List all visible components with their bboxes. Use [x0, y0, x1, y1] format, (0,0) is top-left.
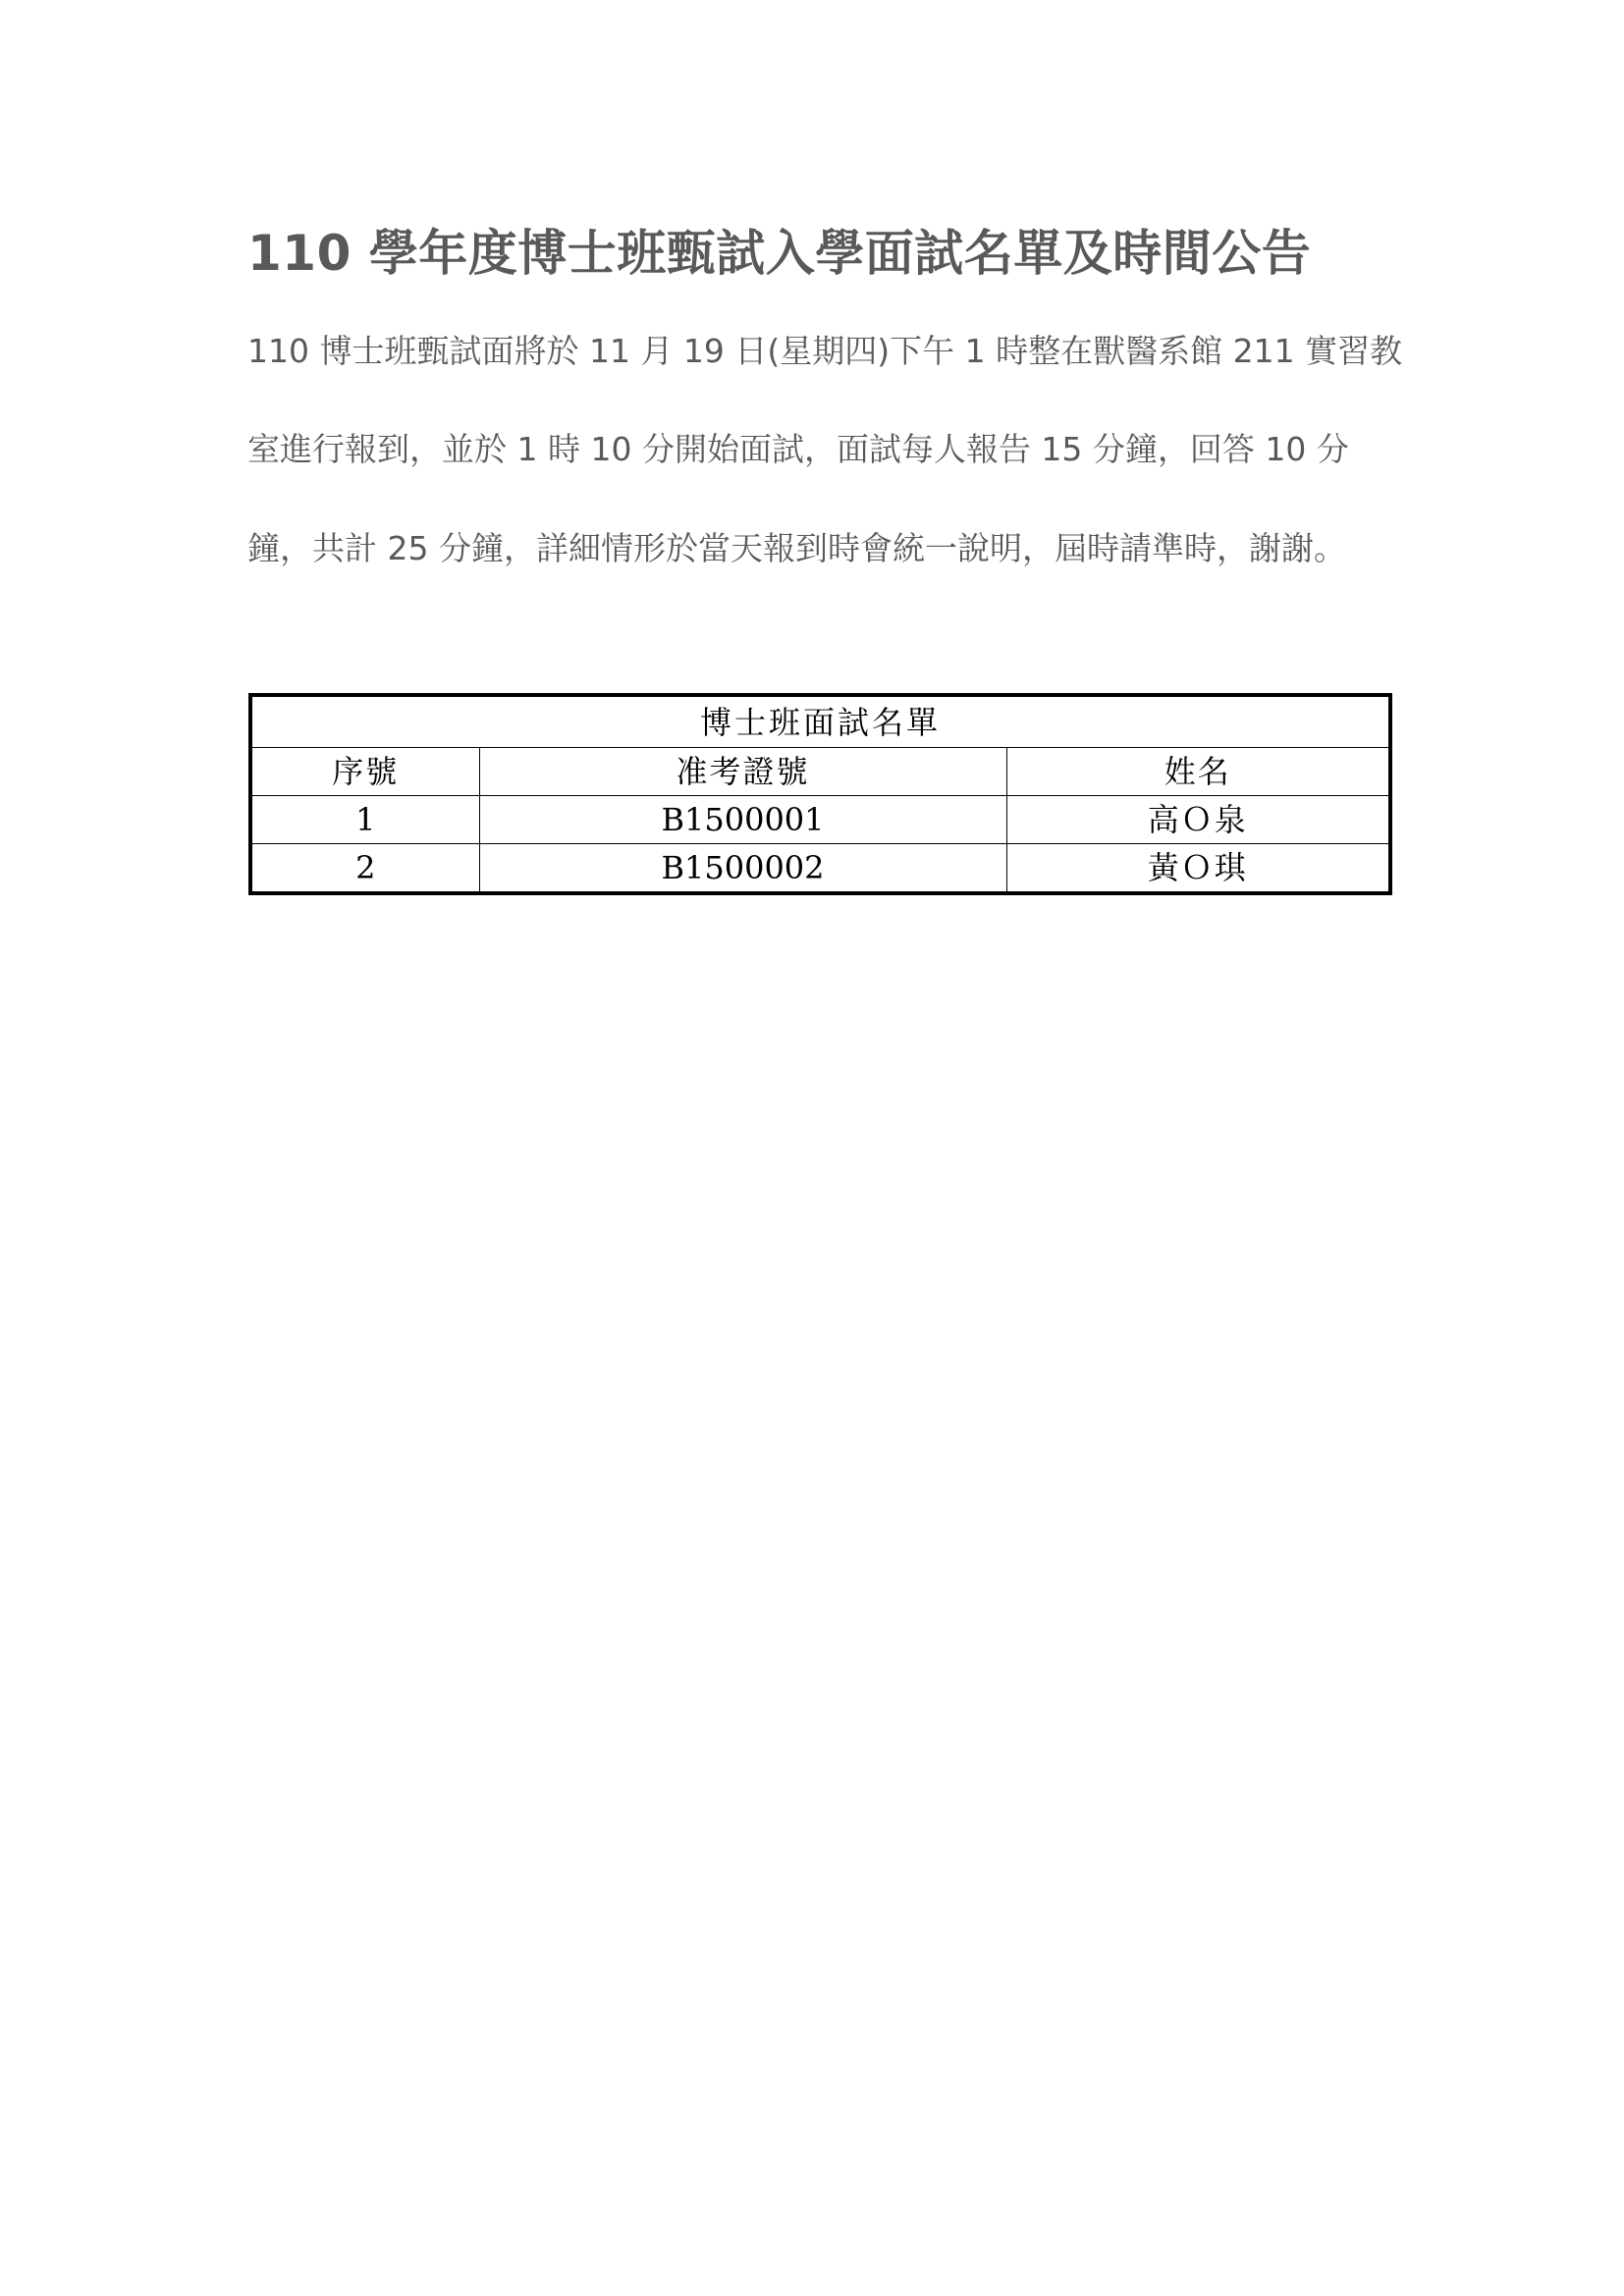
notice-line-2: 室進行報到，並於 1 時 10 分開始面試，面試每人報告 15 分鐘，回答 10 分	[247, 430, 1349, 468]
table-row	[250, 844, 1390, 894]
column-header-name: 姓名	[1006, 748, 1390, 796]
notice-line-3: 鐘，共計 25 分鐘，詳細情形於當天報到時會統一說明，屆時請準時，謝謝。	[247, 529, 1346, 567]
cell-seq: 1	[250, 796, 479, 844]
cell-name: 高Ｏ泉	[1006, 796, 1390, 844]
column-header-seq: 序號	[250, 748, 479, 796]
notice-line-1: 110 博士班甄試面將於 11 月 19 日(星期四)下午 1 時整在獸醫系館 211 實習教	[247, 332, 1403, 370]
table-caption: 博士班面試名單	[250, 695, 1390, 748]
page-title: 110 學年度博士班甄試入學面試名單及時間公告	[247, 225, 1312, 282]
table-row	[250, 796, 1390, 844]
table-header-row	[250, 748, 1390, 796]
column-header-exam-id: 准考證號	[479, 748, 1006, 796]
cell-exam-id: B1500002	[479, 844, 1006, 894]
interview-roster-table	[248, 693, 1392, 895]
cell-exam-id: B1500001	[479, 796, 1006, 844]
cell-seq: 2	[250, 844, 479, 894]
cell-name: 黃Ｏ琪	[1006, 844, 1390, 894]
table-caption-row	[250, 695, 1390, 748]
